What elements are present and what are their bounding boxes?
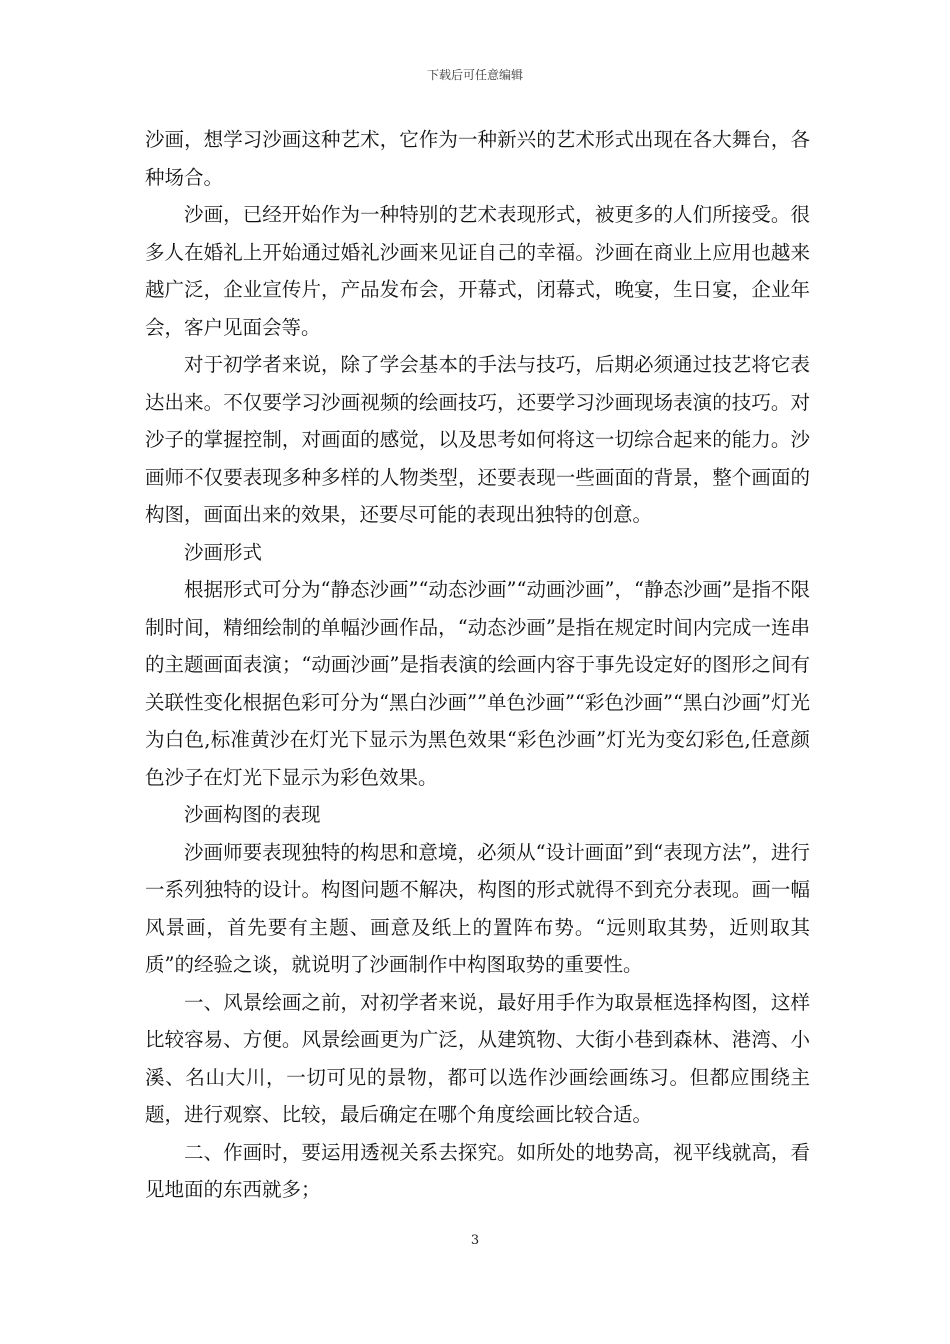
paragraph-point-one: 一、风景绘画之前，对初学者来说，最好用手作为取景框选择构图，这样比较容易、方便。风景绘画更为广泛，从建筑物、大街小巷到森林、港湾、小溪、名山大川，一切可见的景物，都可以选作沙画绘画练习。但都应围绕主题，进行观察、比较，最后确定在哪个角度绘画比较合适。 [145, 990, 810, 1126]
paragraph-continuation: 沙画，想学习沙画这种艺术，它作为一种新兴的艺术形式出现在各大舞台，各种场合。 [145, 128, 810, 189]
section-heading-composition: 沙画构图的表现 [184, 803, 321, 826]
page-number: 3 [470, 1233, 480, 1248]
paragraph-composition: 沙画师要表现独特的构思和意境，必须从“设计画面”到“表现方法”，进行一系列独特的设计。构图问题不解决，构图的形式就得不到充分表现。画一幅风景画，首先要有主题、画意及纸上的置阵布势。“远则取其势，近则取其质”的经验之谈，就说明了沙画制作中构图取势的重要性。 [145, 840, 810, 976]
page-header: 下载后可任意编辑 [426, 68, 523, 82]
paragraph-point-two: 二、作画时，要运用透视关系去探究。如所处的地势高，视平线就高，看见地面的东西就多； [145, 1140, 810, 1201]
section-heading-forms: 沙画形式 [184, 540, 263, 564]
document-body [145, 121, 810, 1209]
paragraph-sand-art-acceptance: 沙画，已经开始作为一种特别的艺术表现形式，被更多的人们所接受。很多人在婚礼上开始通过婚礼沙画来见证自己的幸福。沙画在商业上应用也越来越广泛，企业宣传片，产品发布会，开幕式，闭幕式，晚宴，生日宴，企业年会，客户见面会等。 [145, 203, 810, 339]
paragraph-beginners: 对于初学者来说，除了学会基本的手法与技巧，后期必须通过技艺将它表达出来。不仅要学习沙画视频的绘画技巧，还要学习沙画现场表演的技巧。对沙子的掌握控制，对画面的感觉，以及思考如何将这一切综合起来的能力。沙画师不仅要表现多种多样的人物类型，还要表现一些画面的背景，整个画面的构图，画面出来的效果，还要尽可能的表现出独特的创意。 [145, 353, 810, 526]
paragraph-forms: 根据形式可分为“静态沙画”“动态沙画”“动画沙画”，“静态沙画”是指不限制时间，精细绘制的单幅沙画作品，“动态沙画”是指在规定时间内完成一连串的主题画面表演；“动画沙画”是指表演的绘画内容于事先设定好的图形之间有关联性变化根据色彩可分为“黑白沙画””单色沙画”“彩色沙画”“黑白沙画”灯光为白色,标准黄沙在灯光下显示为黑色效果“彩色沙画”灯光为变幻彩色,任意颜色沙子在灯光下显示为彩色效果。 [145, 578, 810, 789]
